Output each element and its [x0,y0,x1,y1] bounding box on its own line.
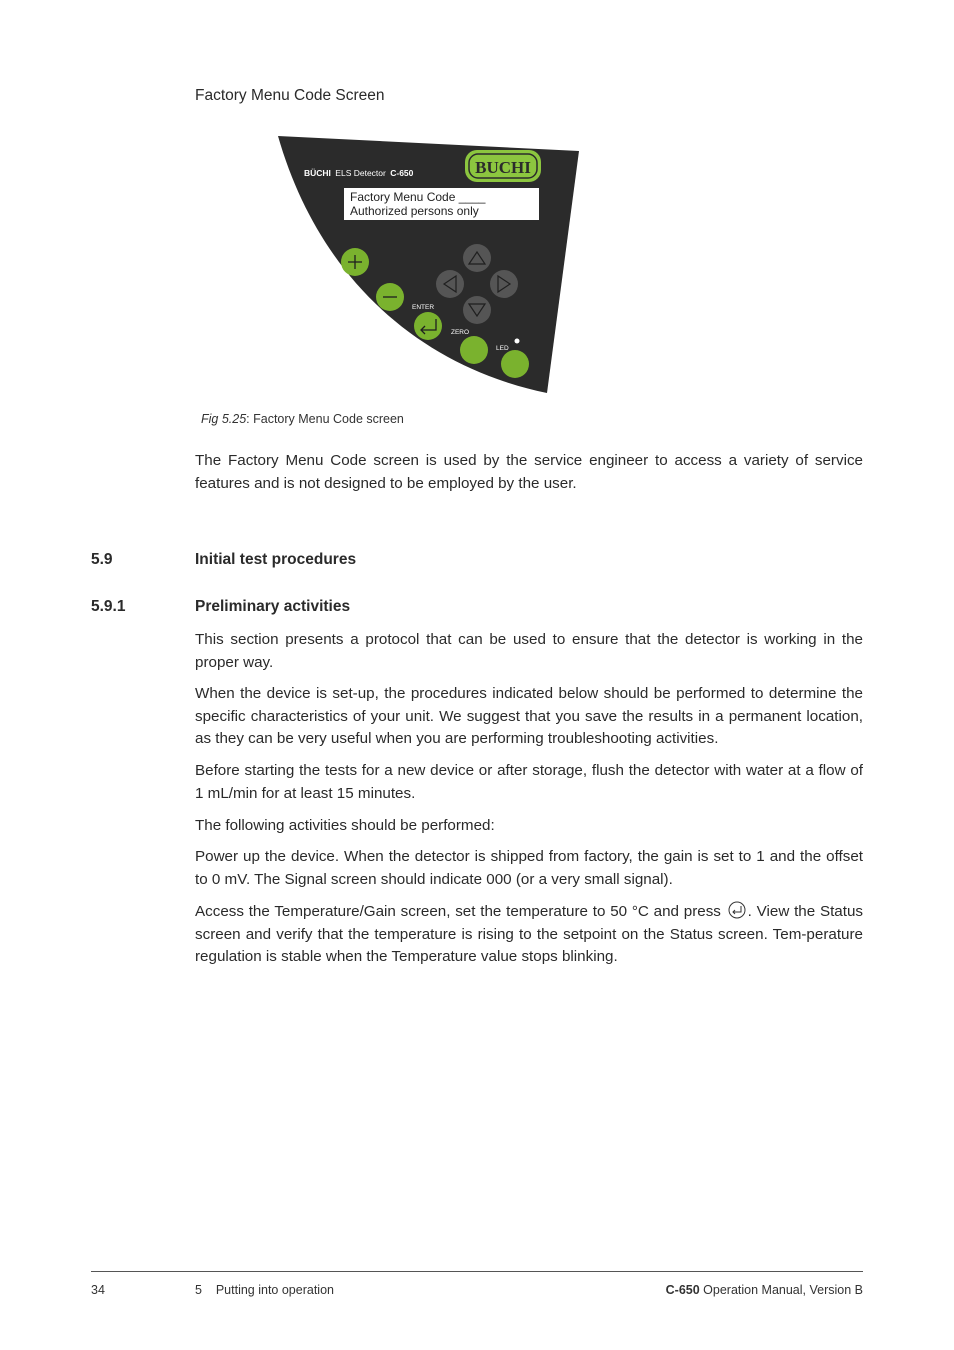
paragraph-6 [195,901,863,969]
panel-product: ELS Detector [335,168,386,178]
paragraph-6-after: . View the Status screen and verify that the temperature is rising to the setpoint on the Status screen. Tem-perature regulation is stable when the Temperature value stops blinking. [195,903,863,966]
zero-button[interactable] [460,336,488,364]
paragraph-4: The following activities should be performed: [195,817,495,834]
figure-caption [201,412,404,426]
enter-button[interactable] [414,312,442,340]
paragraph-1: This section presents a protocol that can be used to ensure that the detector is working in the proper way. [195,631,863,671]
intro-paragraph: The Factory Menu Code screen is used by the service engineer to access a variety of service features and is not designed to be employed by the user. [195,452,863,492]
right-arrow-button[interactable] [490,270,518,298]
footer-chapter: 5 Putting into operation [195,1283,334,1297]
section-title: Initial test procedures [195,551,357,568]
lcd-line-2: Authorized persons only [350,204,479,218]
up-arrow-button[interactable] [463,244,491,272]
footer-model: C-650 [665,1283,700,1297]
figure-caption-label: Fig 5.25 [201,412,247,426]
lcd-line-1: Factory Menu Code ____ [350,190,486,204]
subsection-number: 5.9.1 [91,598,126,615]
buchi-logo [465,150,541,182]
paragraph-2: When the device is set-up, the procedures indicated below should be performed to determine the specific characteristics of your unit. We suggest that you save the results in a permanent location, as they can be very useful when you are performing troubleshooting activities. [195,685,863,748]
page-number: 34 [91,1283,105,1297]
subsection-title: Preliminary activities [195,598,351,615]
led-label: LED [496,345,509,352]
led-button[interactable] [501,350,529,378]
zero-label: ZERO [451,329,470,336]
panel-model: C-650 [390,168,414,178]
enter-key-icon [728,901,746,919]
down-arrow-button[interactable] [463,296,491,324]
figure-heading: Factory Menu Code Screen [195,87,385,104]
minus-button[interactable] [376,283,404,311]
led-indicator [515,339,520,344]
paragraph-3: Before starting the tests for a new device or after storage, flush the detector with water at a flow of 1 mL/min for at least 15 minutes. [195,762,863,802]
panel-brand: BÜCHI [304,168,331,178]
footer-manual-text: Operation Manual, Version B [699,1283,863,1297]
logo-text: BUCHI [475,158,531,177]
plus-button[interactable] [341,248,369,276]
detector-control-panel [275,133,580,395]
footer-manual [666,1283,863,1297]
figure-caption-text: : Factory Menu Code screen [246,412,404,426]
enter-label: ENTER [412,304,435,311]
paragraph-6-before: Access the Temperature/Gain screen, set the temperature to 50 °C and press [195,903,726,920]
paragraph-5: Power up the device. When the detector is shipped from factory, the gain is set to 1 and the offset to 0 mV. The Signal screen should indicate 000 (or a very small signal). [195,848,863,888]
section-number: 5.9 [91,551,113,568]
left-arrow-button[interactable] [436,270,464,298]
svg-text:BÜCHI ELS Detector C-6 [304,168,414,178]
footer-divider [91,1271,863,1272]
